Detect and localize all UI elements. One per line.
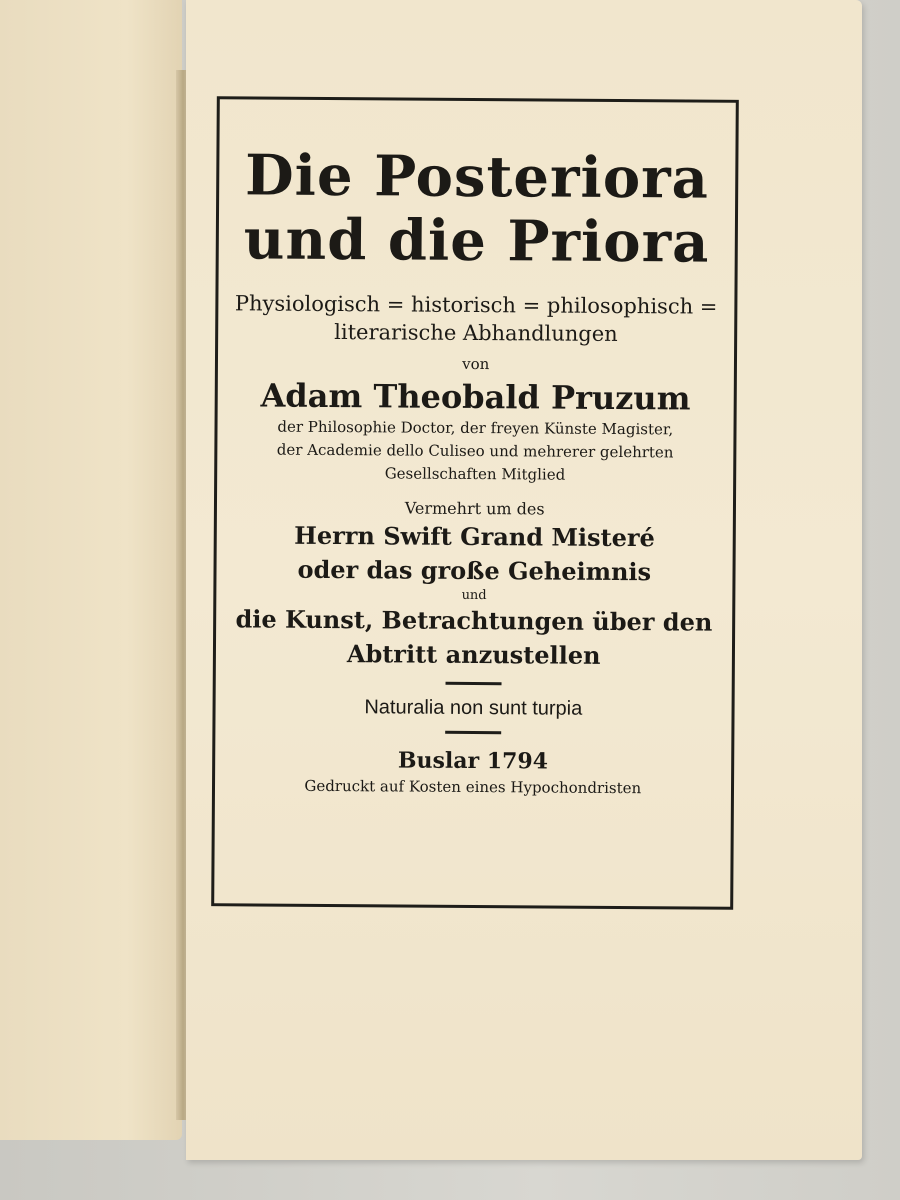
author-name: Adam Theobald Pruzum bbox=[260, 376, 691, 418]
imprint-place-year: Buslar 1794 bbox=[397, 747, 549, 775]
imprint-printer: Gedruckt auf Kosten eines Hypochondristen bbox=[304, 776, 642, 798]
title-line-2: und die Priora bbox=[243, 206, 710, 276]
subtitle-line-1: Physiologisch = historisch = philosophisch = bbox=[234, 291, 718, 319]
credentials-line-2: der Academie dello Culiseo und mehrerer gelehrten bbox=[276, 440, 674, 462]
augmented-label: Vermehrt um des bbox=[404, 498, 545, 519]
supplement-line-3: die Kunst, Betrachtungen über den bbox=[235, 604, 713, 637]
title-page-content bbox=[230, 143, 721, 799]
supplement-and: und bbox=[461, 587, 487, 604]
by-label: von bbox=[462, 354, 490, 374]
credentials-line-3: Gesellschaften Mitglied bbox=[384, 464, 566, 484]
divider-rule-bottom bbox=[445, 731, 501, 734]
subtitle-line-2: literarische Abhandlungen bbox=[334, 320, 618, 346]
divider-rule-top bbox=[446, 682, 502, 685]
left-page bbox=[0, 0, 182, 1140]
title-line-1: Die Posteriora bbox=[244, 142, 710, 212]
supplement-line-1: Herrn Swift Grand Misteré bbox=[294, 520, 655, 553]
motto: Naturalia non sunt turpia bbox=[364, 696, 583, 720]
supplement-line-2: oder das große Geheimnis bbox=[297, 554, 652, 587]
credentials-line-1: der Philosophie Doctor, der freyen Künste Magister, bbox=[277, 417, 674, 439]
supplement-line-4: Abtritt anzustellen bbox=[346, 639, 601, 670]
